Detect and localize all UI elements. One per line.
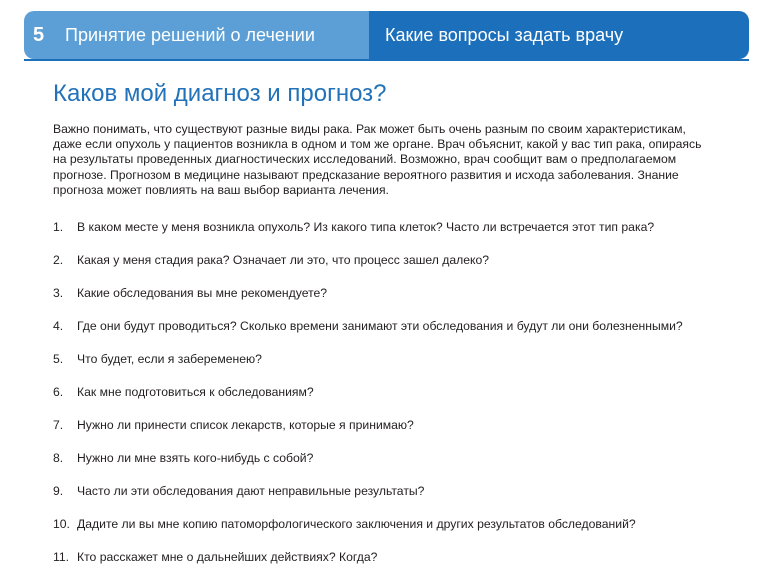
question-item	[53, 483, 683, 516]
question-text: Кто расскажет мне о дальнейших действиях? Когда?	[77, 550, 378, 564]
question-text: Какая у меня стадия рака? Означает ли это, что процесс зашел далеко?	[77, 253, 490, 267]
questions-list	[53, 219, 683, 582]
question-item	[53, 384, 683, 417]
question-item	[53, 285, 683, 318]
question-text: Часто ли эти обследования дают неправильные результаты?	[77, 484, 425, 498]
header-divider	[24, 59, 749, 61]
question-number: 1.	[53, 220, 64, 234]
question-text: Что будет, если я забеременею?	[77, 352, 262, 366]
question-text: Как мне подготовиться к обследованиям?	[77, 385, 314, 399]
question-number: 5.	[53, 352, 64, 366]
question-item	[53, 450, 683, 483]
question-item	[53, 516, 683, 549]
question-text: Нужно ли принести список лекарств, которые я принимаю?	[77, 418, 414, 432]
question-item	[53, 417, 683, 450]
question-number: 4.	[53, 319, 64, 333]
section-tab	[24, 11, 369, 59]
subsection-tab	[369, 11, 749, 59]
question-item	[53, 351, 683, 384]
question-number: 6.	[53, 385, 64, 399]
question-text: Где они будут проводиться? Сколько времени занимают эти обследования и будут ли они болезненными?	[77, 319, 683, 333]
intro-paragraph: Важно понимать, что существуют разные виды рака. Рак может быть очень разным по своим характеристикам, даже если опухоль у пациентов возникла в одном и том же органе. Врач объяснит, какой у вас тип рака, опираясь на результаты проведенных диагностических исследований. Возможно, врач сообщит вам о предполагаемом прогнозе. Прогнозом в медицине называют предсказание вероятного развития и исхода заболевания. Знание прогноза может повлиять на ваш выбор варианта лечения.	[53, 122, 702, 197]
section-title: Принятие решений о лечении	[65, 24, 315, 45]
question-number: 8.	[53, 451, 64, 465]
question-number: 3.	[53, 286, 64, 300]
question-text: Дадите ли вы мне копию патоморфологического заключения и других результатов обследований?	[77, 517, 636, 531]
question-number: 9.	[53, 484, 64, 498]
question-number: 10.	[53, 517, 70, 531]
question-text: Какие обследования вы мне рекомендуете?	[77, 286, 328, 300]
question-item	[53, 219, 683, 252]
question-number: 7.	[53, 418, 64, 432]
question-item	[53, 252, 683, 285]
subsection-title: Какие вопросы задать врачу	[385, 24, 624, 45]
question-text: В каком месте у меня возникла опухоль? Из какого типа клеток? Часто ли встречается этот тип рака?	[77, 220, 655, 234]
question-item	[53, 318, 683, 351]
page-title: Каков мой диагноз и прогноз?	[53, 80, 387, 107]
section-header	[24, 11, 749, 59]
question-number: 11.	[53, 550, 70, 564]
question-text: Нужно ли мне взять кого-нибудь с собой?	[77, 451, 314, 465]
section-number: 5	[33, 23, 45, 46]
question-item	[53, 549, 683, 582]
question-number: 2.	[53, 253, 64, 267]
